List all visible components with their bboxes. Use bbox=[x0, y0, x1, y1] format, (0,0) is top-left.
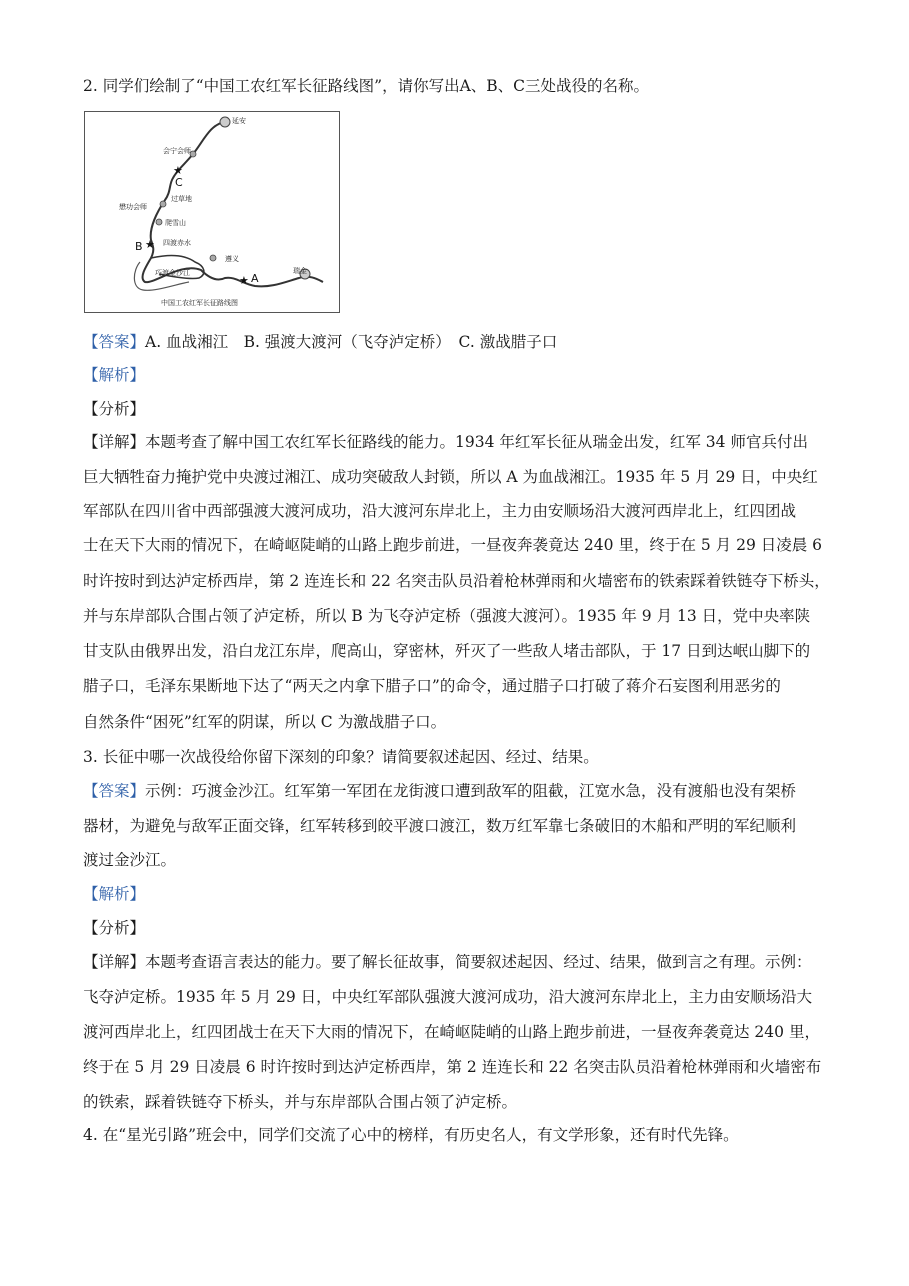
q2-detail-line: 时许按时到达泸定桥西岸，第 2 连连长和 22 名突击队员沿着枪林弹雨和火墙密布的铁索踩着铁链夺下桥头， bbox=[83, 572, 830, 590]
q2-detail-line: 甘支队由俄界出发，沿白龙江东岸，爬高山，穿密林，歼灭了一些敌人堵击部队，于 17 日到达岷山脚下的 bbox=[83, 642, 811, 660]
map-caption: 中国工农红军长征路线图 bbox=[161, 299, 238, 307]
q3-answer-line: 示例：巧渡金沙江。红军第一军团在龙街渡口遭到敌军的阻截，江宽水急，没有渡船也没有架桥 bbox=[145, 782, 797, 800]
q2-jiexi: 【解析】 bbox=[83, 366, 146, 384]
map-label-zunyi: 遵义 bbox=[225, 255, 239, 263]
map-label-jinsha: 巧渡金沙江 bbox=[155, 269, 190, 277]
map-label-caodi: 过草地 bbox=[171, 195, 192, 203]
svg-text:★: ★ bbox=[145, 238, 155, 251]
answer-tag: 【答案】 bbox=[83, 782, 146, 800]
svg-text:★: ★ bbox=[173, 164, 183, 177]
q2-detail-line: 士在天下大雨的情况下，在崎岖陡峭的山路上跑步前进，一昼夜奔袭竟达 240 里，终于在 5 月 29 日凌晨 6 bbox=[83, 536, 823, 554]
q3-detail-line: 终于在 5 月 29 日凌晨 6 时许按时到达泸定桥西岸，第 2 连连长和 22 名突击队员沿着枪林弹雨和火墙密布 bbox=[83, 1058, 822, 1076]
q3-jiexi: 【解析】 bbox=[83, 885, 146, 903]
q2-answer-row bbox=[83, 331, 557, 353]
map-label-yanan: 延安 bbox=[232, 117, 246, 125]
q3-detail-line: 的铁索，踩着铁链夺下桥头，并与东岸部队合围占领了泸定桥。 bbox=[83, 1093, 518, 1111]
map-label-chishui: 四渡赤水 bbox=[163, 239, 191, 247]
map-label-huining: 会宁会师 bbox=[163, 147, 191, 155]
q3-detail-line: 飞夺泸定桥。1935 年 5 月 29 日，中央红军部队强渡大渡河成功，沿大渡河东岸北上，主力由安顺场沿大 bbox=[83, 988, 813, 1006]
answer-tag: 【答案】 bbox=[83, 333, 146, 351]
q2-question: 2. 同学们绘制了“中国工农红军长征路线图”，请你写出A、B、C三处战役的名称。 bbox=[83, 77, 650, 95]
q3-detail-line: 【详解】本题考查语言表达的能力。要了解长征故事，简要叙述起因、经过、结果，做到言之有理。示例： bbox=[83, 953, 812, 971]
map-label-c: C bbox=[175, 176, 183, 189]
q2-detail-line: 自然条件“困死”红军的阴谋，所以 C 为激战腊子口。 bbox=[83, 713, 447, 731]
q2-fenxi: 【分析】 bbox=[83, 400, 146, 418]
q2-detail-line: 腊子口，毛泽东果断地下达了“两天之内拿下腊子口”的命令，通过腊子口打破了蒋介石妄图利用恶劣的 bbox=[83, 677, 781, 695]
yanan-marker bbox=[220, 117, 230, 127]
map-label-xueshan: 爬雪山 bbox=[165, 219, 186, 227]
map-label-maogong: 懋功会师 bbox=[119, 203, 147, 211]
q2-detail-line: 【详解】本题考查了解中国工农红军长征路线的能力。1934 年红军长征从瑞金出发，红军 34 师官兵付出 bbox=[83, 433, 808, 451]
q3-answer-row bbox=[83, 780, 796, 802]
map-label-a: A bbox=[251, 272, 259, 285]
route-drawing bbox=[85, 112, 339, 312]
q2-detail-line: 军部队在四川省中西部强渡大渡河成功，沿大渡河东岸北上，主力由安顺场沿大渡河西岸北上，红四团战 bbox=[83, 502, 797, 520]
q3-answer-line: 器材，为避免与敌军正面交锋，红军转移到皎平渡口渡江，数万红军靠七条破旧的木船和严明的军纪顺利 bbox=[83, 817, 797, 835]
q3-detail-line: 渡河西岸北上，红四团战士在天下大雨的情况下，在崎岖陡峭的山路上跑步前进，一昼夜奔袭竟达 240 里， bbox=[83, 1023, 820, 1041]
q3-fenxi: 【分析】 bbox=[83, 919, 146, 937]
long-march-map bbox=[84, 111, 340, 313]
q2-detail-line: 巨大牺牲奋力掩护党中央渡过湘江、成功突破敌人封锁，所以 A 为血战湘江。1935 年 5 月 29 日，中央红 bbox=[83, 468, 818, 486]
q4-question: 4. 在“星光引路”班会中，同学们交流了心中的榜样，有历史名人，有文学形象，还有时代先锋。 bbox=[83, 1126, 739, 1144]
q3-answer-line: 渡过金沙江。 bbox=[83, 851, 177, 869]
map-label-b: B bbox=[135, 240, 143, 253]
q2-answer: A. 血战湘江 B. 强渡大渡河（飞夺泸定桥） C. 激战腊子口 bbox=[145, 333, 558, 351]
map-label-ruijin: 瑞金 bbox=[293, 267, 307, 275]
q2-detail-line: 并与东岸部队合围占领了泸定桥，所以 B 为飞夺泸定桥（强渡大渡河）。1935 年 9 月 13 日，党中央率陕 bbox=[83, 607, 811, 625]
svg-text:★: ★ bbox=[239, 274, 249, 287]
q3-question: 3. 长征中哪一次战役给你留下深刻的印象？请简要叙述起因、经过、结果。 bbox=[83, 748, 599, 766]
